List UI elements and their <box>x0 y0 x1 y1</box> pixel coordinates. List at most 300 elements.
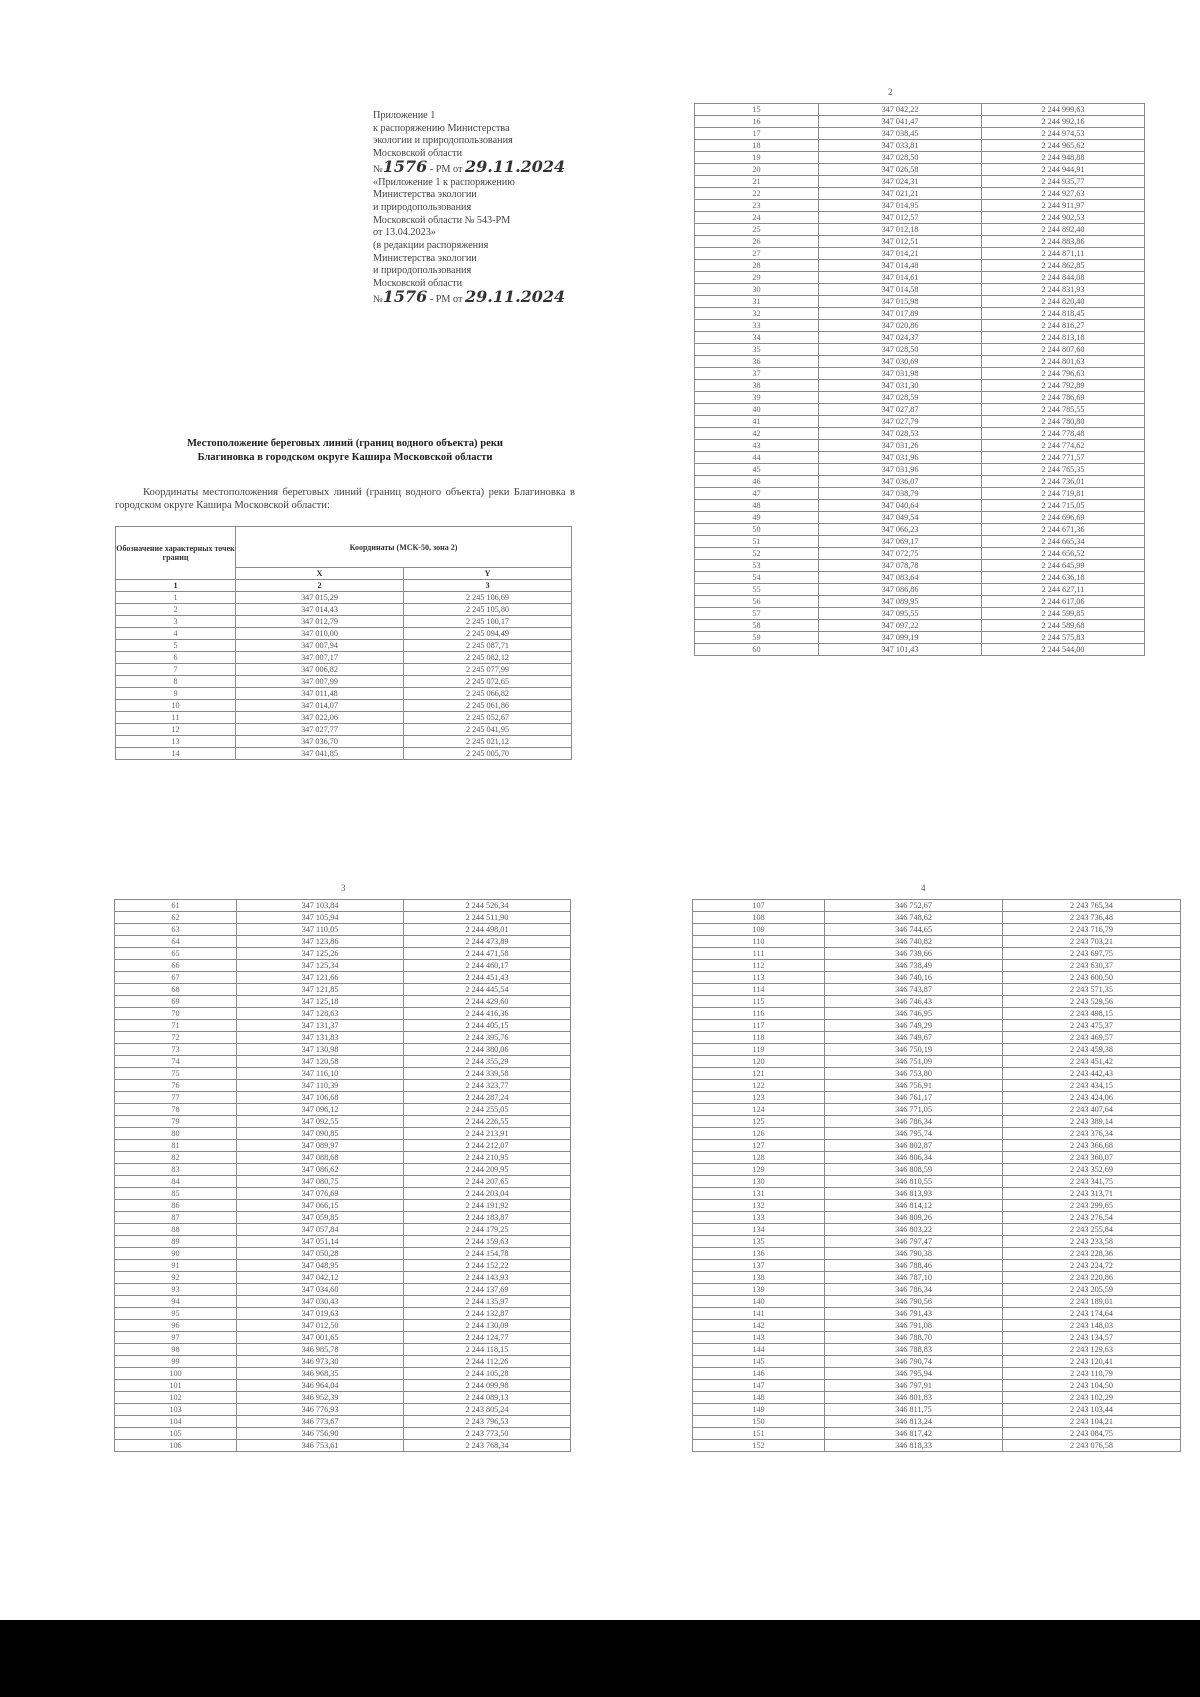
table-row <box>695 452 1145 464</box>
table-row <box>695 152 1145 164</box>
x-coordinate: 347 014,48 <box>819 260 982 272</box>
order-number-line <box>373 156 583 177</box>
table-row <box>693 1104 1181 1116</box>
table-row <box>115 1188 571 1200</box>
coordinates-table <box>692 899 1181 1452</box>
point-number: 49 <box>695 512 819 524</box>
x-coordinate: 346 788,46 <box>825 1260 1003 1272</box>
table-row <box>695 404 1145 416</box>
point-number: 100 <box>115 1368 237 1380</box>
table-row <box>115 1068 571 1080</box>
point-number: 111 <box>693 948 825 960</box>
x-coordinate: 347 080,75 <box>237 1176 404 1188</box>
handwritten-date: 29.11.2024 <box>464 156 566 176</box>
y-coordinate: 2 244 498,01 <box>404 924 571 936</box>
x-coordinate: 347 049,54 <box>819 512 982 524</box>
table-row <box>693 1080 1181 1092</box>
y-coordinate: 2 244 671,36 <box>982 524 1145 536</box>
table-row <box>693 1212 1181 1224</box>
y-coordinate: 2 244 287,24 <box>404 1092 571 1104</box>
table-row <box>116 592 572 604</box>
table-row <box>693 1320 1181 1332</box>
y-coordinate: 2 245 041,95 <box>404 724 572 736</box>
point-number: 82 <box>115 1152 237 1164</box>
x-coordinate: 347 057,84 <box>237 1224 404 1236</box>
point-number: 138 <box>693 1272 825 1284</box>
x-coordinate: 346 788,83 <box>825 1344 1003 1356</box>
x-coordinate: 346 810,55 <box>825 1176 1003 1188</box>
header-quote-line: Московской области <box>373 278 463 290</box>
point-number: 5 <box>116 640 236 652</box>
y-coordinate: 2 244 771,57 <box>982 452 1145 464</box>
point-number: 94 <box>115 1296 237 1308</box>
y-coordinate: 2 244 589,68 <box>982 620 1145 632</box>
x-coordinate: 347 106,68 <box>237 1092 404 1104</box>
point-number: 18 <box>695 140 819 152</box>
x-coordinate: 346 786,34 <box>825 1116 1003 1128</box>
y-coordinate: 2 244 645,99 <box>982 560 1145 572</box>
table-row <box>116 712 572 724</box>
x-coordinate: 347 028,53 <box>819 428 982 440</box>
appendix-header <box>373 110 583 307</box>
x-coordinate: 347 123,86 <box>237 936 404 948</box>
y-coordinate: 2 243 773,50 <box>404 1428 571 1440</box>
point-number: 71 <box>115 1020 237 1032</box>
header-line: Приложение 1 <box>373 110 436 121</box>
header-line: к распоряжению Министерства <box>373 122 510 134</box>
table-row <box>115 1224 571 1236</box>
point-number: 29 <box>695 272 819 284</box>
x-coordinate: 346 818,33 <box>825 1440 1003 1452</box>
table-row <box>693 912 1181 924</box>
point-number: 45 <box>695 464 819 476</box>
x-coordinate: 346 744,65 <box>825 924 1003 936</box>
y-coordinate: 2 244 818,45 <box>982 308 1145 320</box>
point-number: 149 <box>693 1404 825 1416</box>
point-number: 125 <box>693 1116 825 1128</box>
point-number: 6 <box>116 652 236 664</box>
y-coordinate: 2 243 360,07 <box>1003 1152 1181 1164</box>
y-coordinate: 2 243 366,68 <box>1003 1140 1181 1152</box>
table-row <box>116 664 572 676</box>
point-number: 91 <box>115 1260 237 1272</box>
x-coordinate: 347 036,70 <box>236 736 404 748</box>
x-coordinate: 346 790,38 <box>825 1248 1003 1260</box>
point-number: 50 <box>695 524 819 536</box>
y-coordinate: 2 243 451,42 <box>1003 1056 1181 1068</box>
x-coordinate: 347 086,62 <box>237 1164 404 1176</box>
x-coordinate: 346 964,04 <box>237 1380 404 1392</box>
x-coordinate: 346 753,80 <box>825 1068 1003 1080</box>
table-row <box>695 632 1145 644</box>
x-coordinate: 346 797,91 <box>825 1380 1003 1392</box>
point-number: 99 <box>115 1356 237 1368</box>
x-coordinate: 347 125,34 <box>237 960 404 972</box>
point-number: 101 <box>115 1380 237 1392</box>
point-number: 20 <box>695 164 819 176</box>
table-row <box>116 688 572 700</box>
x-coordinate: 347 097,22 <box>819 620 982 632</box>
point-number: 124 <box>693 1104 825 1116</box>
y-coordinate: 2 243 205,59 <box>1003 1284 1181 1296</box>
x-coordinate: 347 048,95 <box>237 1260 404 1272</box>
point-number: 127 <box>693 1140 825 1152</box>
table-row <box>115 1212 571 1224</box>
y-coordinate: 2 244 203,04 <box>404 1188 571 1200</box>
y-coordinate: 2 243 233,58 <box>1003 1236 1181 1248</box>
x-coordinate: 347 038,79 <box>819 488 982 500</box>
y-coordinate: 2 244 089,13 <box>404 1392 571 1404</box>
point-number: 7 <box>116 664 236 676</box>
point-number: 117 <box>693 1020 825 1032</box>
point-number: 64 <box>115 936 237 948</box>
point-number: 67 <box>115 972 237 984</box>
table-row <box>695 416 1145 428</box>
x-coordinate: 347 099,19 <box>819 632 982 644</box>
table-row <box>695 332 1145 344</box>
x-coordinate: 347 076,69 <box>237 1188 404 1200</box>
y-coordinate: 2 244 965,62 <box>982 140 1145 152</box>
point-number: 87 <box>115 1212 237 1224</box>
x-coordinate: 346 756,90 <box>237 1428 404 1440</box>
y-coordinate: 2 243 424,06 <box>1003 1092 1181 1104</box>
x-coordinate: 346 761,17 <box>825 1092 1003 1104</box>
table-row <box>695 536 1145 548</box>
table-row <box>695 176 1145 188</box>
table-body <box>115 900 571 1452</box>
point-number: 107 <box>693 900 825 912</box>
point-number: 37 <box>695 368 819 380</box>
point-number: 106 <box>115 1440 237 1452</box>
table-row <box>693 1068 1181 1080</box>
number-sign: № <box>373 163 383 175</box>
page-number: 3 <box>341 883 346 893</box>
point-number: 40 <box>695 404 819 416</box>
y-coordinate: 2 244 355,29 <box>404 1056 571 1068</box>
point-number: 53 <box>695 560 819 572</box>
point-number: 2 <box>116 604 236 616</box>
y-coordinate: 2 244 380,06 <box>404 1044 571 1056</box>
point-number: 141 <box>693 1308 825 1320</box>
y-coordinate: 2 244 183,87 <box>404 1212 571 1224</box>
point-number: 27 <box>695 248 819 260</box>
x-coordinate: 346 751,09 <box>825 1056 1003 1068</box>
point-number: 83 <box>115 1164 237 1176</box>
x-coordinate: 346 748,62 <box>825 912 1003 924</box>
table-row <box>693 936 1181 948</box>
rm-from-label: - РМ от <box>427 163 465 175</box>
y-coordinate: 2 245 082,12 <box>404 652 572 664</box>
point-number: 47 <box>695 488 819 500</box>
table-row <box>693 1428 1181 1440</box>
x-coordinate: 347 128,63 <box>237 1008 404 1020</box>
table-row <box>695 644 1145 656</box>
x-coordinate: 346 749,29 <box>825 1020 1003 1032</box>
table-row <box>693 1032 1181 1044</box>
column-number: 2 <box>236 580 404 592</box>
table-row <box>693 1248 1181 1260</box>
table-row <box>695 344 1145 356</box>
y-coordinate: 2 243 376,34 <box>1003 1128 1181 1140</box>
x-coordinate: 347 033,81 <box>819 140 982 152</box>
table-row <box>695 380 1145 392</box>
x-coordinate: 347 030,69 <box>819 356 982 368</box>
y-coordinate: 2 244 736,01 <box>982 476 1145 488</box>
table-row <box>693 1308 1181 1320</box>
table-row <box>116 748 572 760</box>
y-coordinate: 2 244 105,28 <box>404 1368 571 1380</box>
table-row <box>695 464 1145 476</box>
x-coordinate: 347 036,07 <box>819 476 982 488</box>
y-coordinate: 2 244 339,58 <box>404 1068 571 1080</box>
x-coordinate: 347 103,84 <box>237 900 404 912</box>
bottom-black-bar <box>0 1620 1200 1697</box>
y-coordinate: 2 244 715,05 <box>982 500 1145 512</box>
table-page-3 <box>114 899 571 1452</box>
table-row <box>693 960 1181 972</box>
point-number: 97 <box>115 1332 237 1344</box>
table-row <box>695 308 1145 320</box>
header-quote-line: (в редакции распоряжения <box>373 240 489 252</box>
point-number: 146 <box>693 1368 825 1380</box>
header-line: экологии и природопользования <box>373 135 513 147</box>
y-coordinate: 2 243 697,75 <box>1003 948 1181 960</box>
x-coordinate: 346 746,43 <box>825 996 1003 1008</box>
x-coordinate: 347 010,00 <box>236 628 404 640</box>
y-coordinate: 2 244 416,36 <box>404 1008 571 1020</box>
y-coordinate: 2 244 511,90 <box>404 912 571 924</box>
header-quote-line: Московской области № 543-РМ <box>373 214 511 226</box>
table-row <box>115 1272 571 1284</box>
y-coordinate: 2 243 571,35 <box>1003 984 1181 996</box>
x-coordinate: 346 808,59 <box>825 1164 1003 1176</box>
x-coordinate: 347 042,12 <box>237 1272 404 1284</box>
point-number: 31 <box>695 296 819 308</box>
x-coordinate: 347 101,43 <box>819 644 982 656</box>
x-coordinate: 347 026,58 <box>819 164 982 176</box>
point-number: 52 <box>695 548 819 560</box>
y-coordinate: 2 244 473,89 <box>404 936 571 948</box>
point-number: 86 <box>115 1200 237 1212</box>
point-number: 126 <box>693 1128 825 1140</box>
table-row <box>693 1260 1181 1272</box>
y-coordinate: 2 244 813,18 <box>982 332 1145 344</box>
coordinates-table <box>694 103 1145 656</box>
y-coordinate: 2 244 526,34 <box>404 900 571 912</box>
point-number: 26 <box>695 236 819 248</box>
y-coordinate: 2 243 765,34 <box>1003 900 1181 912</box>
table-row <box>693 1092 1181 1104</box>
page-number: 4 <box>921 883 926 893</box>
y-coordinate: 2 243 434,15 <box>1003 1080 1181 1092</box>
table-row <box>695 548 1145 560</box>
y-coordinate: 2 243 148,03 <box>1003 1320 1181 1332</box>
point-number: 33 <box>695 320 819 332</box>
table-row <box>115 1200 571 1212</box>
point-number: 88 <box>115 1224 237 1236</box>
x-coordinate: 347 028,59 <box>819 392 982 404</box>
y-coordinate: 2 244 405,15 <box>404 1020 571 1032</box>
x-coordinate: 346 806,34 <box>825 1152 1003 1164</box>
point-number: 108 <box>693 912 825 924</box>
point-number: 113 <box>693 972 825 984</box>
title-line: Благиновка в городском округе Кашира Московской области <box>197 452 493 463</box>
table-row <box>116 676 572 688</box>
point-number: 114 <box>693 984 825 996</box>
y-coordinate: 2 244 786,69 <box>982 392 1145 404</box>
y-coordinate: 2 244 820,40 <box>982 296 1145 308</box>
point-number: 22 <box>695 188 819 200</box>
y-coordinate: 2 245 021,12 <box>404 736 572 748</box>
point-number: 13 <box>116 736 236 748</box>
point-number: 93 <box>115 1284 237 1296</box>
table-row <box>115 1080 571 1092</box>
x-coordinate: 346 809,26 <box>825 1212 1003 1224</box>
x-coordinate: 347 031,98 <box>819 368 982 380</box>
table-row <box>693 1188 1181 1200</box>
table-row <box>693 924 1181 936</box>
x-coordinate: 347 014,58 <box>819 284 982 296</box>
table-row <box>695 620 1145 632</box>
y-coordinate: 2 244 948,88 <box>982 152 1145 164</box>
point-number: 148 <box>693 1392 825 1404</box>
y-coordinate: 2 244 154,78 <box>404 1248 571 1260</box>
y-coordinate: 2 244 135,97 <box>404 1296 571 1308</box>
y-coordinate: 2 243 768,34 <box>404 1440 571 1452</box>
y-coordinate: 2 244 992,16 <box>982 116 1145 128</box>
point-number: 65 <box>115 948 237 960</box>
table-row <box>693 984 1181 996</box>
table-row <box>115 1320 571 1332</box>
x-coordinate: 346 952,39 <box>237 1392 404 1404</box>
table-row <box>693 1344 1181 1356</box>
x-coordinate: 347 042,22 <box>819 104 982 116</box>
x-coordinate: 346 968,35 <box>237 1368 404 1380</box>
column-number: 3 <box>404 580 572 592</box>
y-coordinate: 2 244 445,54 <box>404 984 571 996</box>
point-number: 30 <box>695 284 819 296</box>
point-number: 102 <box>115 1392 237 1404</box>
table-row <box>693 1380 1181 1392</box>
x-coordinate: 347 131,37 <box>237 1020 404 1032</box>
y-coordinate: 2 243 103,44 <box>1003 1404 1181 1416</box>
table-row <box>115 1440 571 1452</box>
table-row <box>115 1152 571 1164</box>
table-row <box>695 236 1145 248</box>
table-row <box>115 1392 571 1404</box>
point-number: 119 <box>693 1044 825 1056</box>
y-coordinate: 2 244 796,63 <box>982 368 1145 380</box>
y-coordinate: 2 244 719,81 <box>982 488 1145 500</box>
point-number: 54 <box>695 572 819 584</box>
point-number: 136 <box>693 1248 825 1260</box>
table-row <box>115 1260 571 1272</box>
y-coordinate: 2 244 226,55 <box>404 1116 571 1128</box>
table-row <box>693 1128 1181 1140</box>
point-number: 85 <box>115 1188 237 1200</box>
point-number: 48 <box>695 500 819 512</box>
table-row <box>115 1284 571 1296</box>
y-coordinate: 2 243 341,75 <box>1003 1176 1181 1188</box>
x-coordinate: 347 050,28 <box>237 1248 404 1260</box>
y-coordinate: 2 244 807,60 <box>982 344 1145 356</box>
y-coordinate: 2 243 255,84 <box>1003 1224 1181 1236</box>
y-coordinate: 2 243 529,56 <box>1003 996 1181 1008</box>
table-row <box>115 960 571 972</box>
x-coordinate: 347 024,31 <box>819 176 982 188</box>
y-coordinate: 2 245 087,71 <box>404 640 572 652</box>
x-coordinate: 347 012,51 <box>819 236 982 248</box>
point-number: 79 <box>115 1116 237 1128</box>
y-coordinate: 2 243 104,50 <box>1003 1380 1181 1392</box>
table-row <box>115 948 571 960</box>
table-row <box>695 320 1145 332</box>
x-coordinate: 347 027,77 <box>236 724 404 736</box>
table-row <box>115 1308 571 1320</box>
title-line: Местоположение береговых линий (границ водного объекта) реки <box>186 438 504 449</box>
document-title <box>120 437 570 465</box>
x-coordinate: 346 739,66 <box>825 948 1003 960</box>
header-quote-line: и природопользования <box>373 201 472 213</box>
page-number: 2 <box>888 87 893 97</box>
x-coordinate: 347 088,68 <box>237 1152 404 1164</box>
point-number: 133 <box>693 1212 825 1224</box>
point-number: 145 <box>693 1356 825 1368</box>
y-coordinate: 2 245 077,99 <box>404 664 572 676</box>
x-coordinate: 347 014,07 <box>236 700 404 712</box>
x-coordinate: 346 790,74 <box>825 1356 1003 1368</box>
table-row <box>115 1344 571 1356</box>
y-coordinate: 2 245 052,67 <box>404 712 572 724</box>
y-coordinate: 2 243 736,48 <box>1003 912 1181 924</box>
point-number: 75 <box>115 1068 237 1080</box>
y-coordinate: 2 243 174,64 <box>1003 1308 1181 1320</box>
x-coordinate: 347 110,39 <box>237 1080 404 1092</box>
x-coordinate: 347 014,95 <box>819 200 982 212</box>
point-number: 132 <box>693 1200 825 1212</box>
y-coordinate: 2 245 005,70 <box>404 748 572 760</box>
table-row <box>115 1020 571 1032</box>
x-coordinate: 347 089,95 <box>819 596 982 608</box>
y-coordinate: 2 243 110,79 <box>1003 1368 1181 1380</box>
x-coordinate: 347 072,75 <box>819 548 982 560</box>
point-number: 151 <box>693 1428 825 1440</box>
y-coordinate: 2 244 471,58 <box>404 948 571 960</box>
y-coordinate: 2 243 134,57 <box>1003 1332 1181 1344</box>
coordinates-table <box>114 899 571 1452</box>
x-coordinate: 347 034,60 <box>237 1284 404 1296</box>
y-coordinate: 2 244 617,06 <box>982 596 1145 608</box>
point-number: 143 <box>693 1332 825 1344</box>
point-number: 62 <box>115 912 237 924</box>
y-coordinate: 2 243 805,24 <box>404 1404 571 1416</box>
point-number: 123 <box>693 1092 825 1104</box>
point-number: 135 <box>693 1236 825 1248</box>
x-coordinate: 347 120,58 <box>237 1056 404 1068</box>
point-number: 104 <box>115 1416 237 1428</box>
table-row <box>115 1008 571 1020</box>
x-coordinate: 347 031,30 <box>819 380 982 392</box>
x-coordinate: 347 110,05 <box>237 924 404 936</box>
point-number: 61 <box>115 900 237 912</box>
x-coordinate: 346 743,87 <box>825 984 1003 996</box>
table-row <box>695 440 1145 452</box>
table-row <box>693 1356 1181 1368</box>
table-row <box>115 1056 571 1068</box>
y-coordinate: 2 244 944,91 <box>982 164 1145 176</box>
x-coordinate: 346 797,47 <box>825 1236 1003 1248</box>
point-number: 39 <box>695 392 819 404</box>
